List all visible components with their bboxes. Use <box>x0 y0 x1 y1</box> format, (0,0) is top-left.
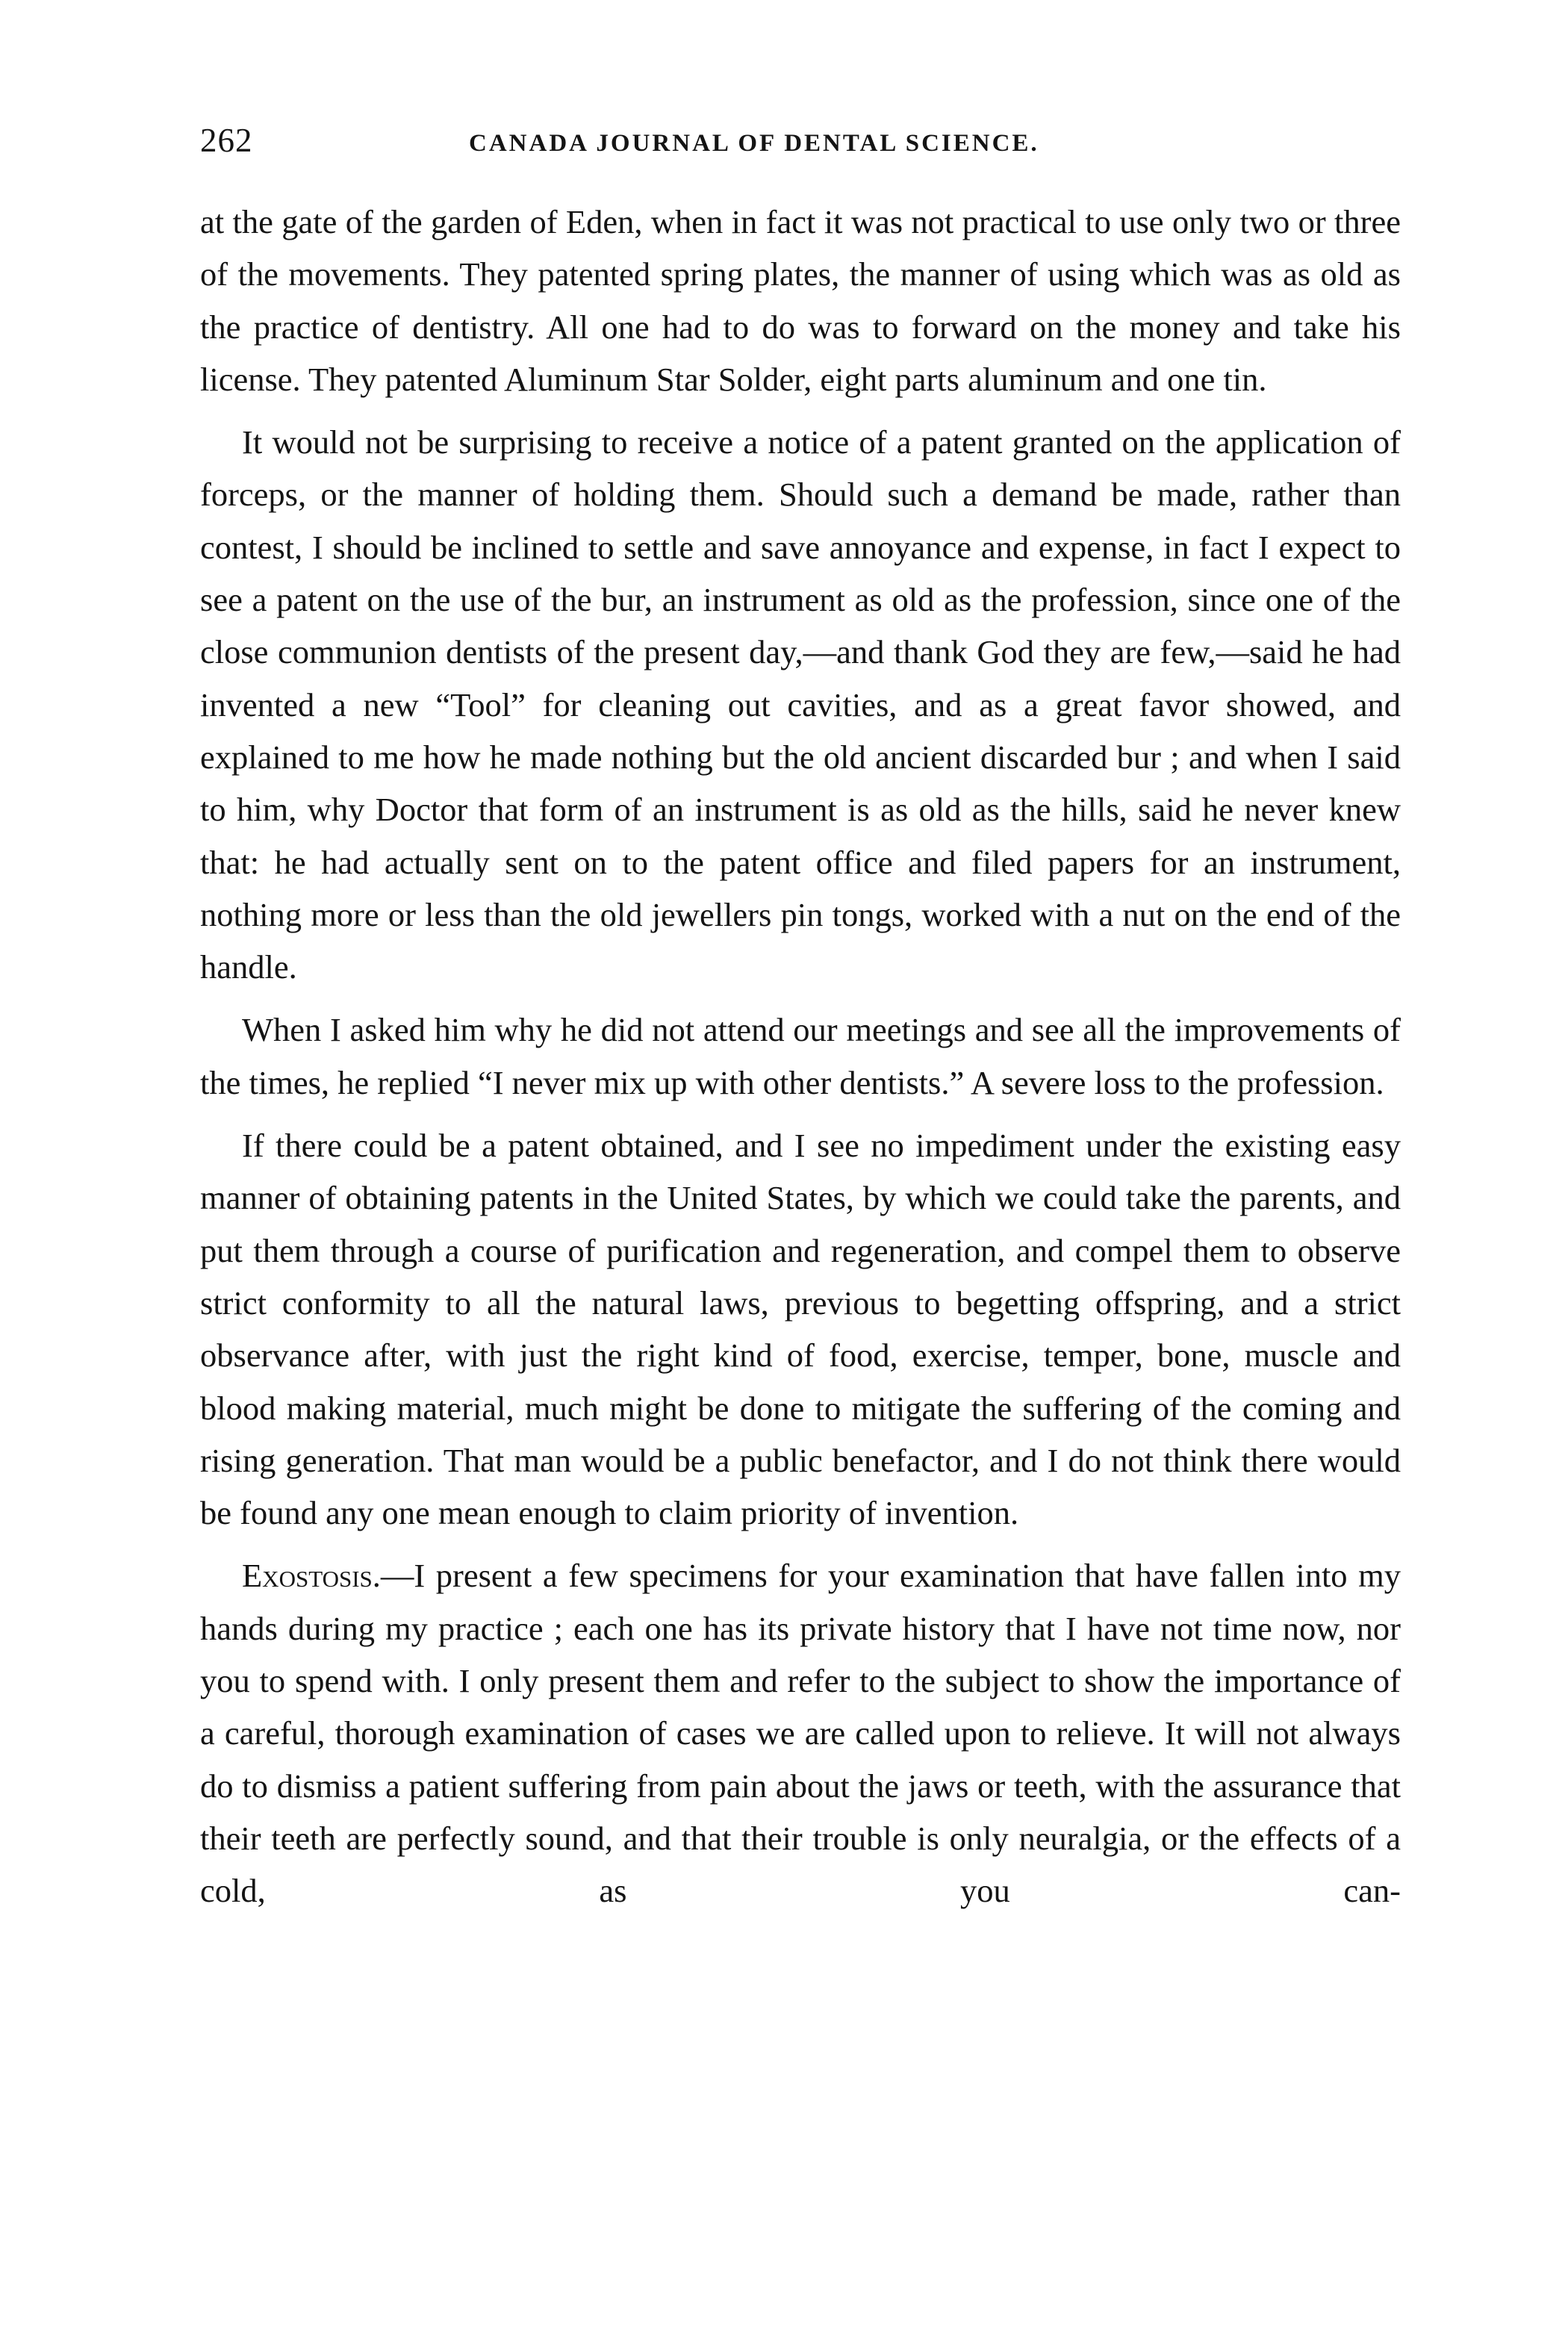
paragraph-5-text: —I present a few specimens for your examination that have fallen into my hands during my practice ; each one has its private history that I have not time now, nor you to spend with. I only present them and refer to the subject to show the importance of a careful, thorough examination of cases we are called upon to relieve. It will not always do to dismiss a patient suffering from pain about the jaws or teeth, with the assurance that their teeth are perfectly sound, and that their trouble is only neuralgia, or the effects of a cold, as you can- <box>200 1557 1401 1910</box>
paragraph-2: It would not be surprising to receive a notice of a patent granted on the application of forceps, or the manner of holding them. Should such a demand be made, rather than contest, I should be inclined to settle and save annoyance and expense, in fact I expect to see a patent on the use of the bur, an instrument as old as the profession, since one of the close communion dentists of the present day,—and thank God they are few,—said he had invented a new “Tool” for cleaning out cavities, and as a great favor showed, and explained to me how he made nothing but the old ancient discarded bur ; and when I said to him, why Doctor that form of an instrument is as old as the hills, said he never knew that: he had actually sent on to the patent office and filed papers for an instrument, nothing more or less than the old jewellers pin tongs, worked with a nut on the end of the handle. <box>200 423 1401 986</box>
paragraph-1: at the gate of the garden of Eden, when in fact it was not practical to use only two or three of the movements. They patented spring plates, the manner of using which was as old as the practice of dentistry. All one had to do was to forward on the money and take his license. They patented Aluminum Star Solder, eight parts aluminum and one tin. <box>200 203 1401 398</box>
paragraph-5 <box>200 1549 1401 1917</box>
paragraph-3: When I asked him why he did not attend our meetings and see all the improvements of the times, he replied “I never mix up with other dentists.” A severe loss to the profession. <box>200 1011 1401 1101</box>
journal-title: CANADA JOURNAL OF DENTAL SCIENCE. <box>469 130 1039 157</box>
section-heading-exostosis: Exostosis. <box>242 1557 381 1595</box>
paragraph-4: If there could be a patent obtained, and I see no impediment under the existing easy manner of obtaining patents in the United States, by which we could take the parents, and put them through a course of purification and regeneration, and compel them to observe strict conformity to all the natural laws, previous to begetting offspring, and a strict observance after, with just the right kind of food, exercise, temper, bone, muscle and blood making material, much might be done to mitigate the suffering of the coming and rising generation. That man would be a public benefactor, and I do not think there would be found any one mean enough to claim priority of invention. <box>200 1127 1401 1532</box>
page-number: 262 <box>200 122 253 159</box>
body-text <box>200 196 1401 1928</box>
running-head <box>200 118 1402 163</box>
